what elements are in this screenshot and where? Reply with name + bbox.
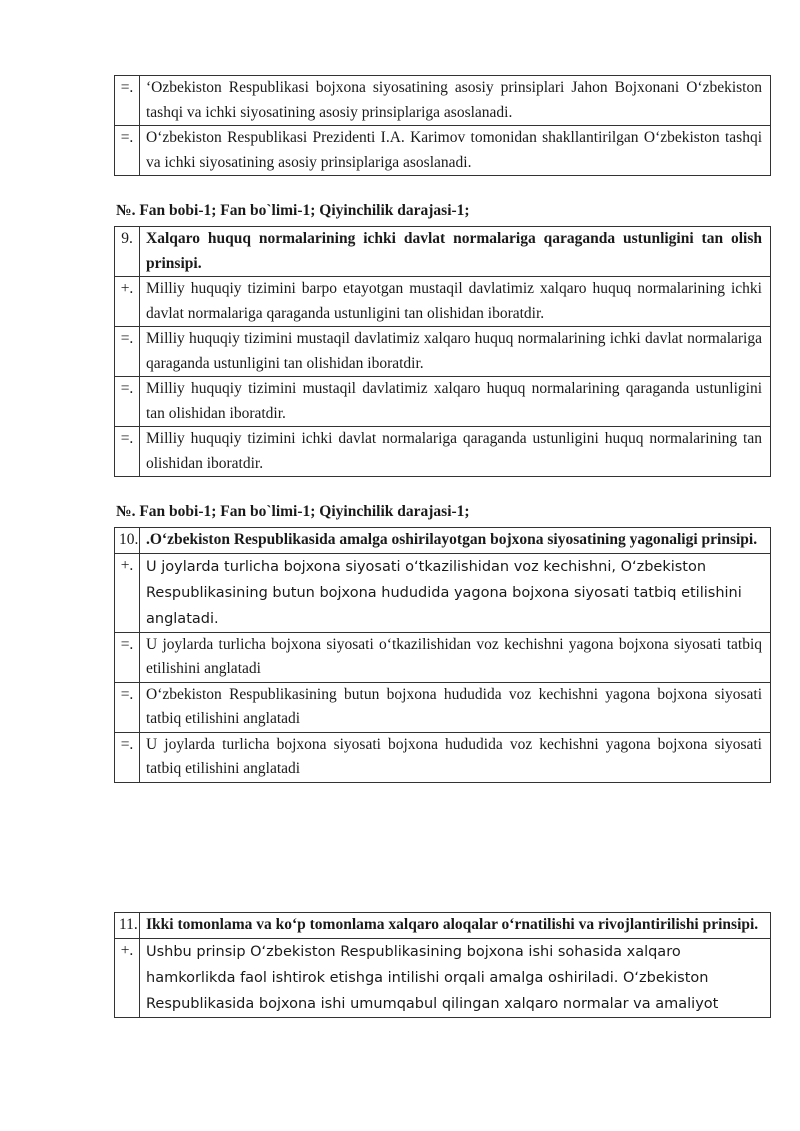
question-10-table (114, 527, 771, 783)
option-text: ‘Ozbekiston Respublikasi bojxona siyosatining asosiy prinsiplari Jahon Bojxonani O‘zbekiston tashqi va ichki siyosatining asosiy prinsiplariga asoslanadi. (140, 76, 771, 126)
option-mark: =. (115, 682, 140, 732)
question-11-table (114, 912, 771, 1018)
option-mark: +. (115, 277, 140, 327)
option-row (115, 76, 771, 126)
option-mark: =. (115, 76, 140, 126)
option-text: Milliy huquqiy tizimini mustaqil davlatimiz xalqaro huquq normalarining ichki davlat normalariga qaraganda ustunligini tan olishidan iboratdir. (140, 327, 771, 377)
option-text: Milliy huquqiy tizimini mustaqil davlatimiz xalqaro huquq normalarining qaraganda ustunligini tan olishidan iboratdir. (140, 377, 771, 427)
question-number: 9. (115, 227, 140, 277)
option-row (115, 126, 771, 176)
option-text: U joylarda turlicha bojxona siyosati bojxona hududida voz kechishni yagona bojxona siyosati tatbiq etilishini anglatadi (140, 732, 771, 782)
question-8-options-table (114, 75, 771, 176)
question-number: 11. (115, 913, 140, 939)
option-row (115, 277, 771, 327)
option-text: U joylarda turlicha bojxona siyosati oʻtkazilishidan voz kechishni yagona bojxona siyosati tatbiq etilishini anglatadi (140, 632, 771, 682)
question-row (115, 913, 771, 939)
option-mark: +. (115, 553, 140, 632)
question-row (115, 528, 771, 554)
option-text: Oʻzbekiston Respublikasining butun bojxona hududida voz kechishni yagona bojxona siyosati tatbiq etilishini anglatadi (140, 682, 771, 732)
option-row (115, 732, 771, 782)
question-text: Xalqaro huquq normalarining ichki davlat normalariga qaraganda ustunligini tan olish prinsipi. (140, 227, 771, 277)
option-mark: =. (115, 732, 140, 782)
option-text: U joylarda turlicha bojxona siyosati oʻtkazilishidan voz kechishni, Oʻzbekiston Respublikasining butun bojxona hududida yagona bojxona siyosati tatbiq etilishini anglatadi. (140, 553, 771, 632)
option-row (115, 327, 771, 377)
option-row (115, 938, 771, 1017)
option-mark: +. (115, 938, 140, 1017)
option-text: Milliy huquqiy tizimini ichki davlat normalariga qaraganda ustunligini huquq normalarining tan olishidan iboratdir. (140, 427, 771, 477)
option-mark: =. (115, 427, 140, 477)
option-text: O‘zbekiston Respublikasi Prezidenti I.A. Karimov tomonidan shakllantirilgan O‘zbekiston tashqi va ichki siyosatining asosiy prinsiplariga asoslanadi. (140, 126, 771, 176)
question-meta: №. Fan bobi-1; Fan bo`limi-1; Qiyinchilik darajasi-1; (116, 202, 470, 219)
option-row (115, 553, 771, 632)
option-mark: =. (115, 632, 140, 682)
question-number: 10. (115, 528, 140, 554)
option-mark: =. (115, 377, 140, 427)
question-row (115, 227, 771, 277)
option-row (115, 377, 771, 427)
option-text: Milliy huquqiy tizimini barpo etayotgan mustaqil davlatimiz xalqaro huquq normalarining ichki davlat normalariga qaraganda ustunligini tan olishidan iboratdir. (140, 277, 771, 327)
option-row (115, 682, 771, 732)
option-row (115, 427, 771, 477)
option-text: Ushbu prinsip Oʻzbekiston Respublikasining bojxona ishi sohasida xalqaro hamkorlikda faol ishtirok etishga intilishi orqali amalga oshiriladi. Oʻzbekiston Respublikasida bojxona ishi umumqabul qilingan xalqaro normalar va amaliyot (140, 938, 771, 1017)
option-mark: =. (115, 327, 140, 377)
question-text: Ikki tomonlama va ko‘p tomonlama xalqaro aloqalar o‘rnatilishi va rivojlantirilishi prinsipi. (140, 913, 771, 939)
question-text: .O‘zbekiston Respublikasida amalga oshirilayotgan bojxona siyosatining yagonaligi prinsipi. (140, 528, 771, 554)
question-meta: №. Fan bobi-1; Fan bo`limi-1; Qiyinchilik darajasi-1; (116, 503, 470, 520)
option-row (115, 632, 771, 682)
question-9-table (114, 226, 771, 477)
option-mark: =. (115, 126, 140, 176)
